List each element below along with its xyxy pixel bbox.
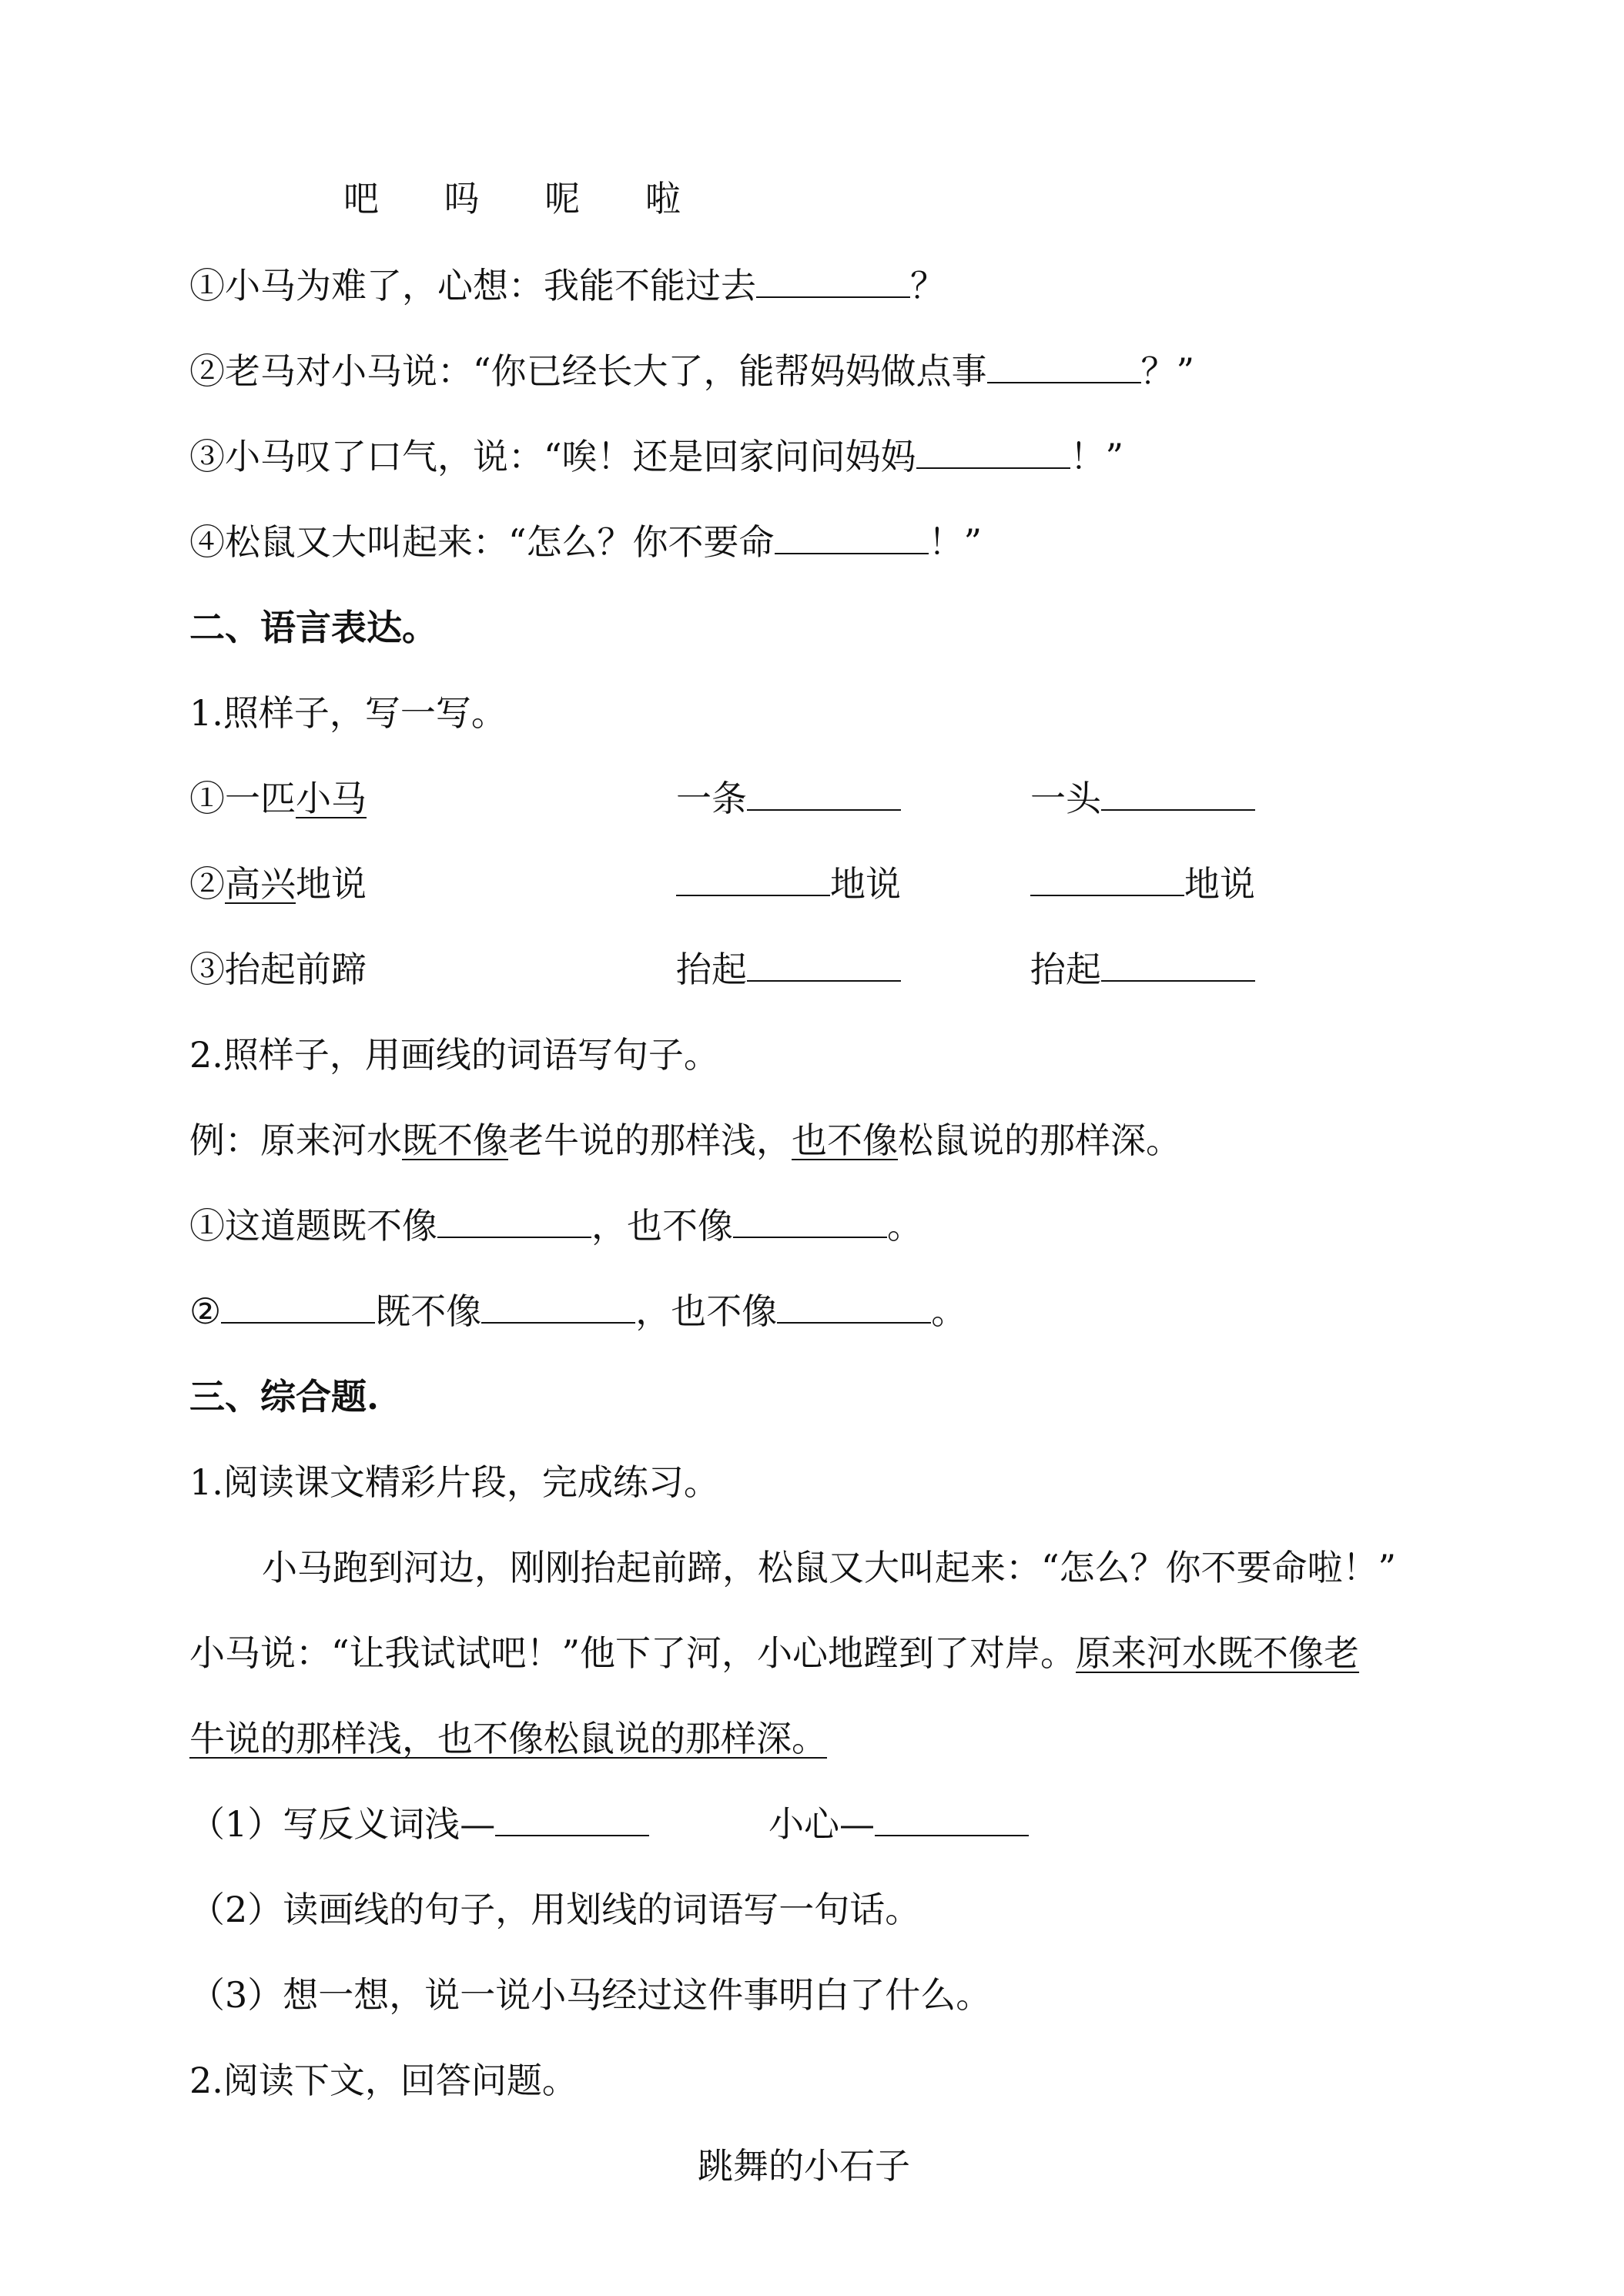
question-title: 2.照样子，用画线的词语写句子。 — [189, 1034, 719, 1076]
particle-word-bank — [343, 176, 735, 222]
particle-2: 吗 — [444, 178, 480, 219]
example-sentence: 例：原来河水既不像老牛说的那样浅，也不像松鼠说的那样深。 — [189, 1120, 1181, 1161]
answer-blank[interactable] — [916, 433, 1070, 469]
fill-particle-item-2: ②老马对小马说：“你已经长大了，能帮妈妈做点事 ？” — [189, 348, 1194, 394]
answer-blank[interactable] — [1101, 775, 1255, 811]
answer-blank[interactable] — [676, 861, 830, 896]
question-title: 1.照样子，写一写。 — [189, 692, 507, 734]
section-heading-language-expression: 二、语言表达。 — [189, 607, 437, 648]
answer-blank[interactable] — [987, 348, 1141, 383]
answer-blank[interactable] — [1101, 946, 1255, 982]
answer-blank[interactable] — [481, 1288, 635, 1324]
sub-question-3: （3）想一想，说一说小马经过这件事明白了什么。 — [189, 1974, 992, 2016]
section-heading-comprehensive: 三、综合题. — [189, 1376, 380, 1417]
particle-3: 呢 — [544, 178, 581, 219]
answer-blank[interactable] — [747, 946, 901, 982]
particle-1: 吧 — [343, 178, 379, 219]
answer-blank[interactable] — [756, 263, 910, 298]
answer-blank[interactable] — [221, 1288, 375, 1324]
answer-blank[interactable] — [437, 1203, 591, 1238]
answer-blank[interactable] — [1030, 861, 1184, 896]
answer-blank[interactable] — [495, 1801, 649, 1836]
answer-blank[interactable] — [875, 1801, 1029, 1836]
fill-particle-item-1: ①小马为难了，心想：我能不能过去 ？ — [189, 263, 946, 309]
pattern-row-2: ②高兴地说 地说 地说 — [189, 861, 1344, 907]
sentence-exercise-1: ①这道题既不像 ，也不像 。 — [189, 1203, 922, 1249]
sub-question-1: （1）写反义词浅— 小心— — [189, 1801, 1344, 1847]
fill-particle-item-4: ④松鼠又大叫起来：“怎么？你不要命 ！” — [189, 519, 982, 565]
question-title: 1.阅读课文精彩片段，完成练习。 — [189, 1461, 719, 1503]
passage-line-2: 小马说：“让我试试吧！”他下了河，小心地蹚到了对岸。原来河水既不像老 — [189, 1632, 1360, 1674]
fill-particle-item-3: ③小马叹了口气，说：“唉！还是回家问问妈妈 ！” — [189, 433, 1123, 480]
sentence-exercise-2: ② 既不像 ，也不像 。 — [189, 1288, 966, 1334]
particle-4: 啦 — [645, 178, 681, 219]
answer-blank[interactable] — [777, 1288, 931, 1324]
answer-blank[interactable] — [775, 519, 929, 554]
passage-line-3: 牛说的那样浅，也不像松鼠说的那样深。 — [189, 1718, 827, 1759]
story-title: 跳舞的小石子 — [698, 2145, 910, 2187]
question-title: 2.阅读下文，回答问题。 — [189, 2060, 578, 2101]
passage-line-1: 小马跑到河边，刚刚抬起前蹄，松鼠又大叫起来：“怎么？你不要命啦！” — [262, 1547, 1397, 1588]
pattern-row-3: ③抬起前蹄 抬起 抬起 — [189, 946, 1344, 992]
pattern-row-1: ①一匹小马 一条 一头 — [189, 775, 1344, 822]
sub-question-2: （2）读画线的句子，用划线的词语写一句话。 — [189, 1889, 921, 1930]
answer-blank[interactable] — [747, 775, 901, 811]
answer-blank[interactable] — [733, 1203, 887, 1238]
